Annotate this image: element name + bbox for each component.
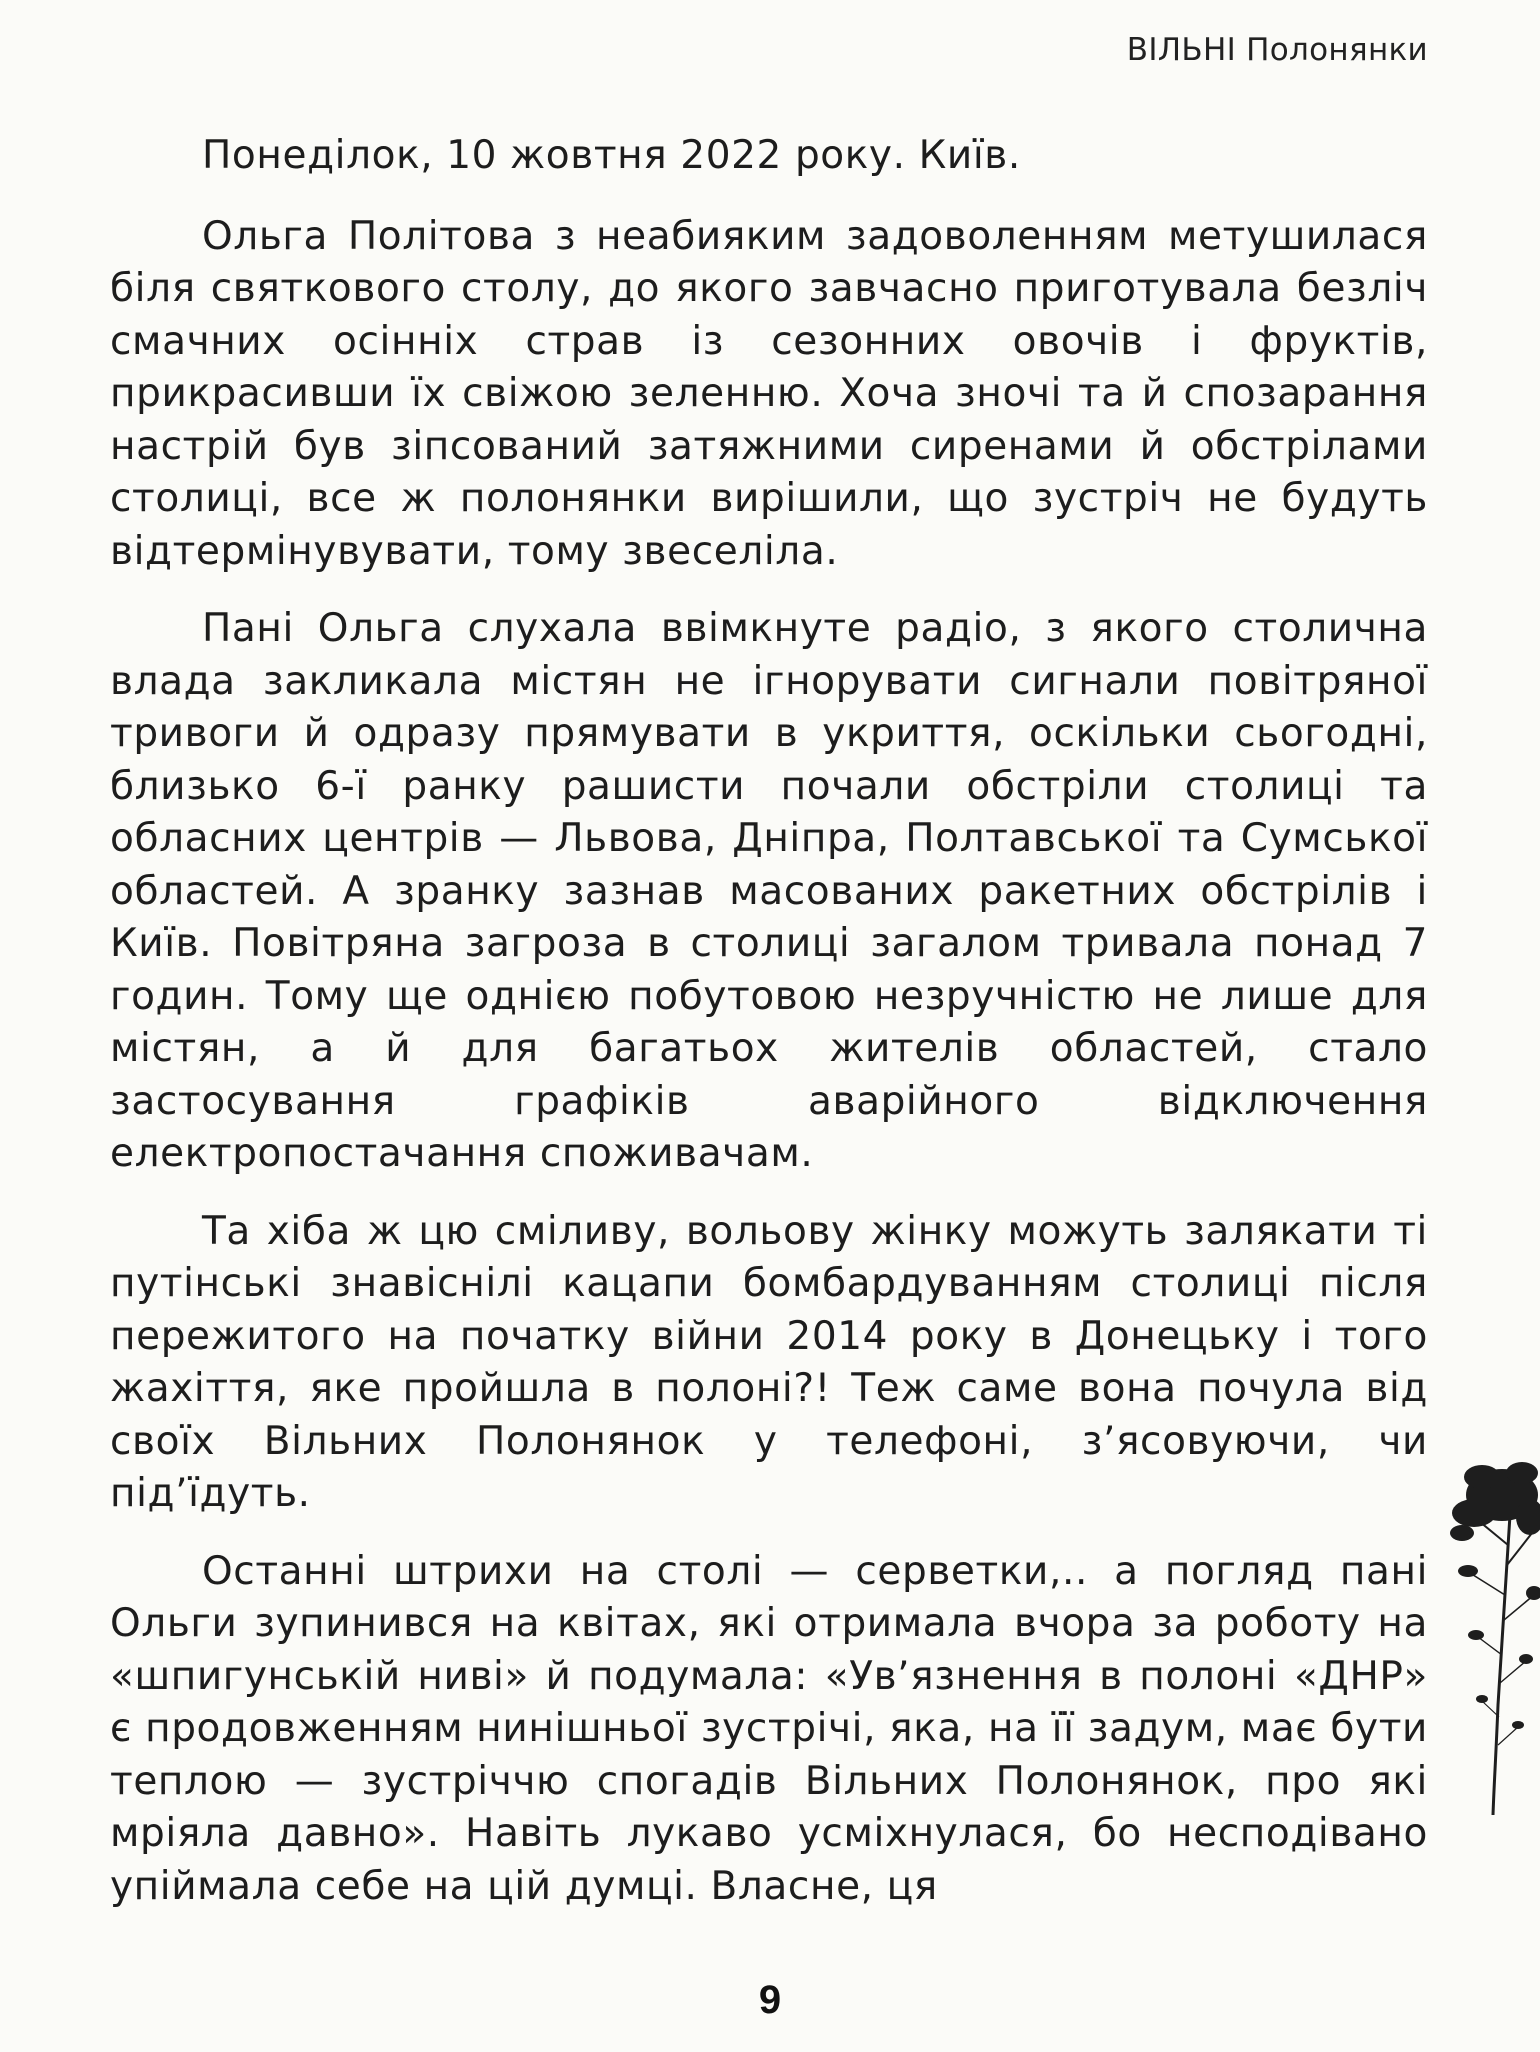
page-number: 9 xyxy=(758,1978,782,2022)
tree-illustration-icon xyxy=(1422,1455,1540,1815)
paragraph-1: Ольга Політова з неабияким задоволенням метушилася біля святкового столу, до якого завчасно приготувала безліч смачних осінніх страв із сезонних овочів і фруктів, прикрасивши їх свіжою зеленню. Хоча зночі та й спозарання настрій був зіпсований затяжними сиренами й обстрілами столиці, все ж полонянки вирішили, що зустріч не будуть відтермінувувати, тому звеселіла. xyxy=(110,213,1428,574)
page-body xyxy=(110,130,1428,1938)
running-header: ВІЛЬНІ Полонянки xyxy=(1126,32,1428,68)
dateline: Понеділок, 10 жовтня 2022 року. Київ. xyxy=(202,133,1021,178)
paragraph-2: Пані Ольга слухала ввімкнуте радіо, з якого столична влада закликала містян не ігнорувати сигнали повітряної тривоги й одразу прямувати в укриття, оскільки сьогодні, близько 6-ї ранку рашисти почали обстріли столиці та обласних центрів — Львова, Дніпра, Полтавської та Сумської областей. А зранку зазнав масованих ракетних обстрілів і Київ. Повітряна загроза в столиці загалом тривала понад 7 годин. Тому ще однією побутовою незручністю не лише для містян, а й для багатьох жителів областей, стало застосування графіків аварійного відключення електропостачання споживачам. xyxy=(110,606,1428,1176)
paragraph-3: Та хіба ж цю сміливу, вольову жінку можуть залякати ті путінські знавіснілі кацапи бомбардуванням столиці після пережитого на початку війни 2014 року в Донецьку і того жахіття, яке пройшла в полоні?! Теж саме вона почула від своїх Вільних Полонянок у телефоні, з’ясовуючи, чи під’їдуть. xyxy=(110,1208,1428,1516)
paragraph-4: Останні штрихи на столі — серветки,.. а погляд пані Ольги зупинився на квітах, які отримала вчора за роботу на «шпигунській ниві» й подумала: «Ув’язнення в полоні «ДНР» є продовженням нинішньої зустрічі, яка, на її задум, має бути теплою — зустріччю спогадів Вільних Полонянок, про які мріяла давно». Навіть лукаво усміхнулася, бо несподівано упіймала себе на цій думці. Власне, ця xyxy=(110,1548,1428,1909)
